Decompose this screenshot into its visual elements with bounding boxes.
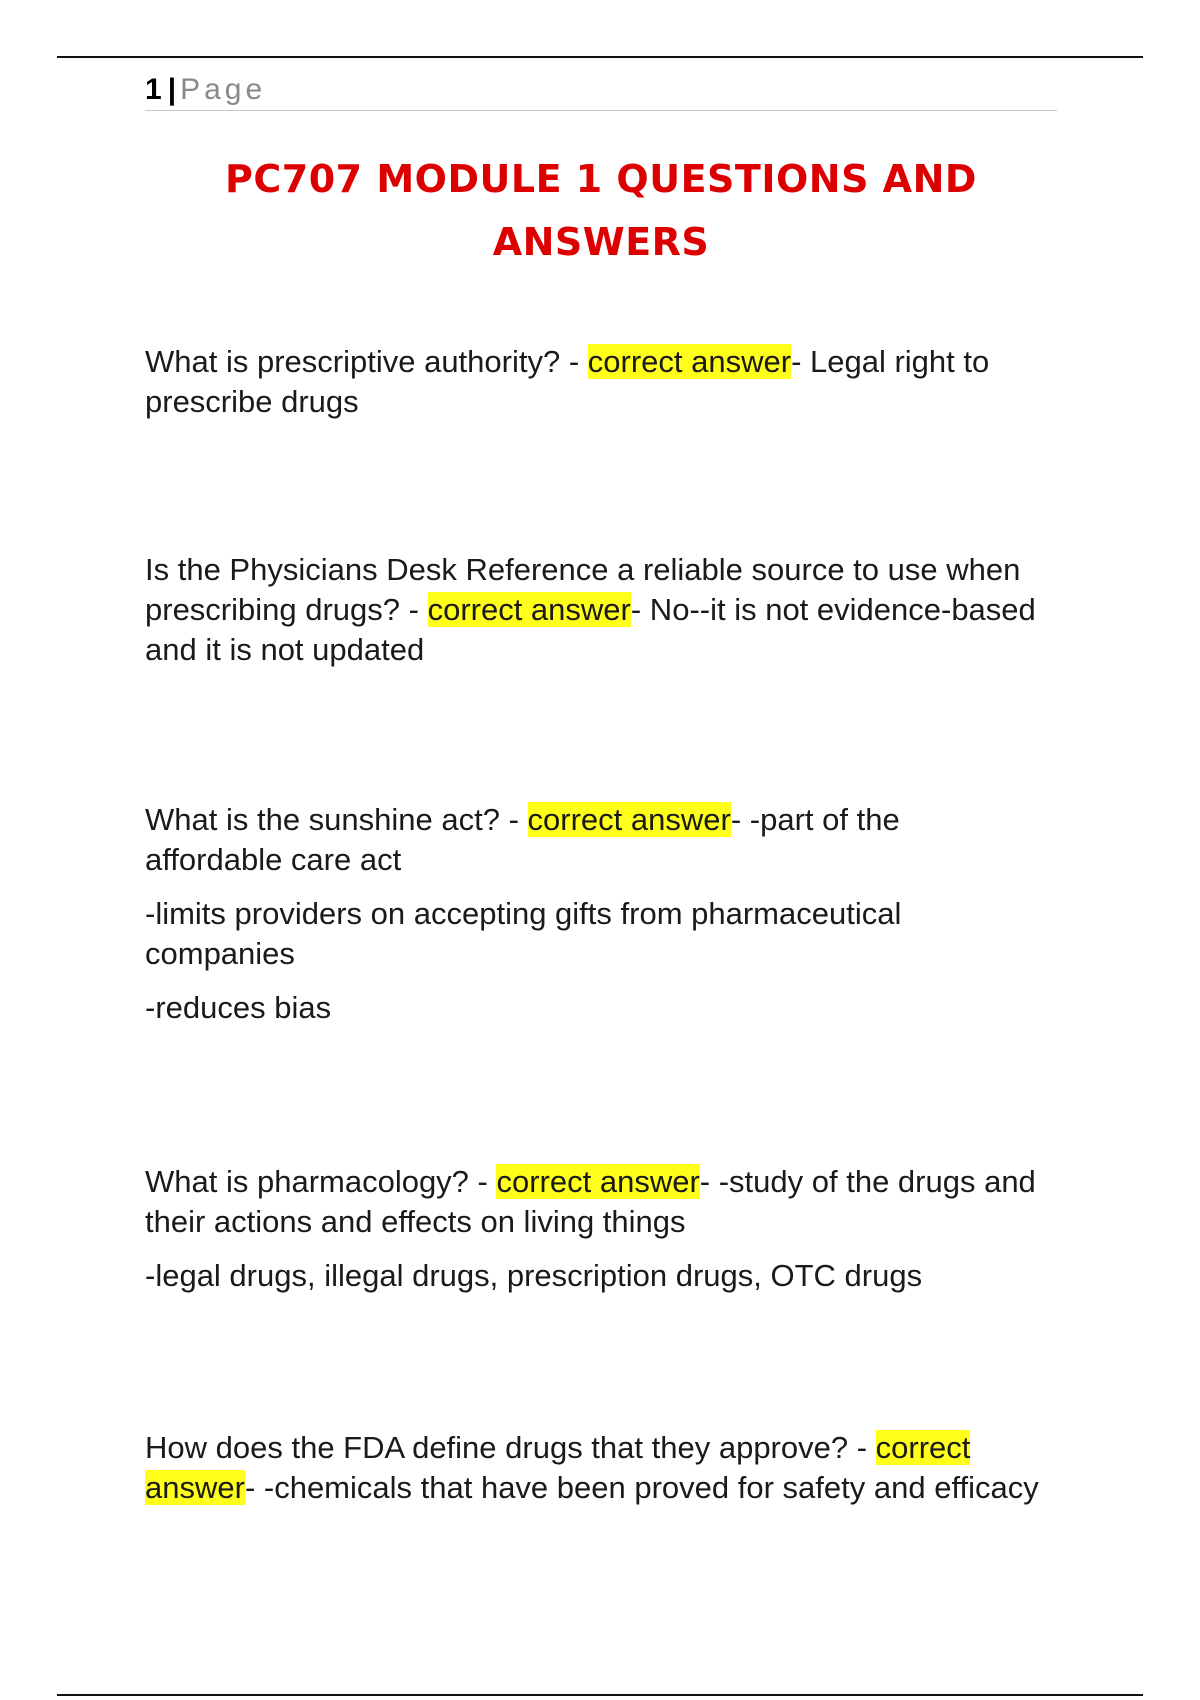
answer-text: - -study of the drugs and their actions and effects on living things [145,1164,1036,1239]
document-title: PC707 MODULE 1 QUESTIONS AND ANSWERS [225,157,977,264]
qa-question-line [145,800,1045,880]
page-label: Page [180,73,267,106]
qa-item [145,550,1045,684]
question-text: Is the Physicians Desk Reference a reliable source to use when prescribing drugs? - [145,552,1021,627]
correct-answer-highlight: correct answer [527,802,731,837]
page-bottom-rule [57,1694,1143,1696]
qa-item [145,342,1045,436]
correct-answer-highlight: correct answer [496,1164,700,1199]
answer-text: - -part of the affordable care act [145,802,900,877]
page-number: 1 [145,73,162,106]
correct-answer-highlight: correct answer [587,344,792,379]
answer-extra-line: -legal drugs, illegal drugs, prescription drugs, OTC drugs [145,1258,923,1293]
question-text: What is prescriptive authority? - [145,344,588,379]
question-text: What is the sunshine act? - [145,802,528,837]
qa-question-line [145,550,1045,670]
answer-text: - -chemicals that have been proved for safety and efficacy [244,1470,1039,1505]
page-header [145,70,1057,111]
qa-item [145,1162,1045,1310]
question-text: What is pharmacology? - [145,1164,497,1199]
answer-text: - No--it is not evidence-based and it is not updated [145,592,1036,667]
answer-text: - Legal right to prescribe drugs [145,344,990,419]
qa-question-line [145,1162,1045,1242]
qa-question-line [145,342,1045,422]
question-text: How does the FDA define drugs that they approve? - [145,1430,876,1465]
qa-item [145,1428,1045,1522]
page-top-rule [57,56,1143,58]
answer-extra-line: -limits providers on accepting gifts from pharmaceutical companies [145,896,902,971]
answer-extra-line: -reduces bias [145,990,332,1025]
qa-question-line [145,1428,1045,1508]
qa-item [145,800,1045,1042]
correct-answer-highlight: correct answer [145,1430,971,1505]
correct-answer-highlight: correct answer [427,592,631,627]
page-separator: | [167,73,177,106]
